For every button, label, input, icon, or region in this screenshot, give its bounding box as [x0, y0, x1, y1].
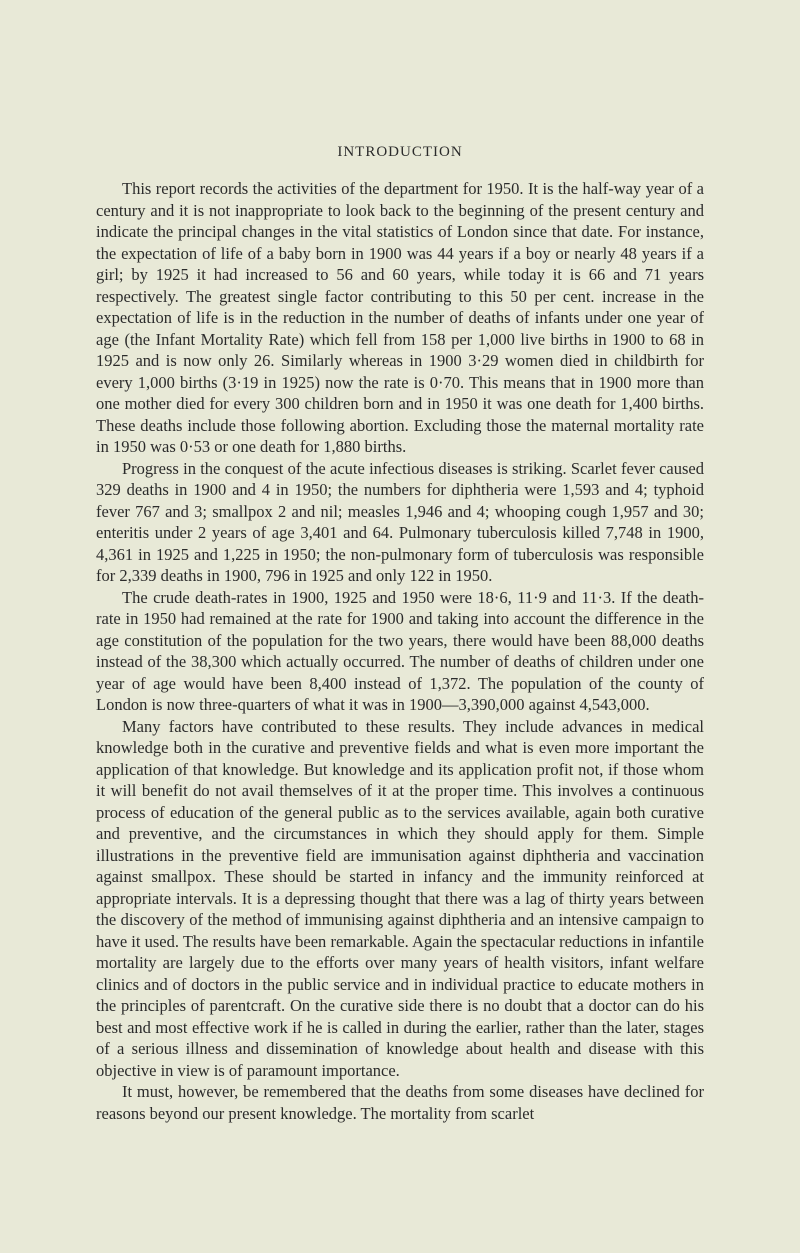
paragraph-unknown-reasons: It must, however, be remembered that the deaths from some diseases have declined for reasons beyond our present knowledge. The mortality from scarlet [96, 1082, 704, 1123]
paragraph-contributing-factors: Many factors have contributed to these results. They include advances in medical knowledge both in the curative and preventive fields and what is even more important the application of that knowledge. But knowledge and its application profit not, if those whom it will benefit do not avail themselves of it at the proper time. This involves a continuous process of education of the general public as to the services available, again both curative and preventive, and the circumstances in which they should apply for them. Simple illustrations in the preventive field are immunisation against diphtheria and vaccination against smallpox. These should be started in infancy and the immunity reinforced at appropriate intervals. It is a depressing thought that there was a lag of thirty years between the discovery of the method of immunising against diphtheria and an intensive campaign to have it used. The results have been remarkable. Again the spectacular reductions in infantile mortality are largely due to the efforts over many years of health visitors, infant welfare clinics and of doctors in the public service and in individual practice to educate mothers in the principles of parentcraft. On the curative side there is no doubt that a doctor can do his best and most effective work if he is called in during the earlier, rather than the later, stages of a serious illness and dissemination of knowledge about health and disease with this objective in view is of paramount importance. [96, 716, 704, 1080]
page-title: INTRODUCTION [337, 144, 463, 160]
document-page [96, 141, 704, 1124]
paragraph-life-expectancy: This report records the activities of the department for 1950. It is the half-way year of a century and it is not inappropriate to look back to the beginning of the present century and indicate the principal changes in the vital statistics of London since that date. For instance, the expectation of life of a baby born in 1900 was 44 years if a boy or nearly 48 years if a girl; by 1925 it had increased to 56 and 60 years, while today it is 66 and 71 years respectively. The greatest single factor contributing to this 50 per cent. increase in the expectation of life is in the reduction in the number of deaths of infants under one year of age (the Infant Mortality Rate) which fell from 158 per 1,000 live births in 1900 to 68 in 1925 and is now only 26. Similarly whereas in 1900 3·29 women died in childbirth for every 1,000 births (3·19 in 1925) now the rate is 0·70. This means that in 1900 more than one mother died for every 300 children born and in 1950 it was one death for 1,400 births. These deaths include those following abortion. Excluding those the maternal mortality rate in 1950 was 0·53 or one death for 1,880 births. [96, 179, 704, 456]
paragraph-death-rates: The crude death-rates in 1900, 1925 and 1950 were 18·6, 11·9 and 11·3. If the death-rate in 1950 had remained at the rate for 1900 and taking into account the difference in the age constitution of the population for the two years, there would have been 88,000 deaths instead of the 38,300 which actually occurred. The number of deaths of children under one year of age would have been 8,400 instead of 1,372. The population of the county of London is now three-quarters of what it was in 1900—3,390,000 against 4,543,000. [96, 587, 704, 714]
paragraph-infectious-diseases: Progress in the conquest of the acute infectious diseases is striking. Scarlet fever caused 329 deaths in 1900 and 4 in 1950; the numbers for diphtheria were 1,593 and 4; typhoid fever 767 and 3; smallpox 2 and nil; measles 1,946 and 4; whooping cough 1,957 and 30; enteritis under 2 years of age 3,401 and 64. Pulmonary tuberculosis killed 7,748 in 1900, 4,361 in 1925 and 1,225 in 1950; the non-pulmonary form of tuberculosis was responsible for 2,339 deaths in 1900, 796 in 1925 and only 122 in 1950. [96, 458, 704, 585]
